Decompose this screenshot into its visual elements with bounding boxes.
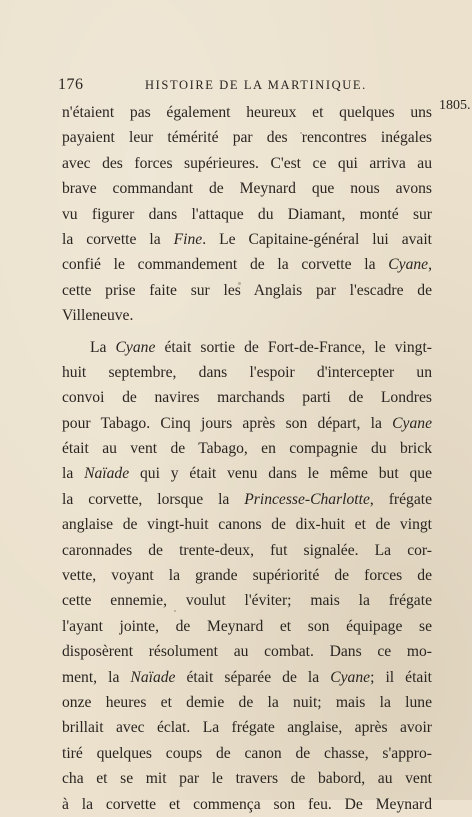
text-line: payaient leur témérité par des rencontres inégales [62,129,432,147]
body-text [62,100,432,817]
text-line: à la corvette et commença son feu. De Meynard [62,795,432,813]
text-line: ment, la Naïade était séparée de la Cyane; il était [62,668,432,686]
page-number: 176 [58,76,84,93]
text-line: anglaise de vingt-huit canons de dix-huit et de vingt [62,516,432,534]
text-line: la corvette, lorsque la Princesse-Charlotte, frégate [62,490,432,508]
text-line: convoi de navires marchands parti de Londres [62,389,432,407]
ship-name: Naïade [130,668,176,686]
text-line: disposèrent résolument au combat. Dans ce mo- [62,643,432,661]
text-line: l'ayant jointe, de Meynard et son équipage se [62,617,432,635]
text-line: cette prise faite sur les Anglais par l'escadre de [62,281,432,299]
text-line: La Cyane était sortie de Fort-de-France, le vingt- [90,338,432,356]
ship-name: Fine [173,230,203,248]
ship-name: Cyane [392,414,432,432]
paper-foxing-spot [300,132,302,134]
text-line: caronnades de trente-deux, fut signalée. La cor- [62,541,432,559]
text-line: cha et se mit par le travers de babord, au vent [62,770,432,788]
ship-name: Naïade [84,465,130,483]
text-line: vette, voyant la grande supériorité de forces de [62,567,432,585]
text-line: pour Tabago. Cinq jours après son départ, la Cyane [62,414,432,432]
text-line: la corvette la Fine. Le Capitaine-général lui avait [62,230,432,248]
text-line: était au vent de Tabago, en compagnie du brick [62,440,432,458]
text-line: brillait avec éclat. La frégate anglaise, après avoir [62,719,432,737]
text-line: vu figurer dans l'attaque du Diamant, monté sur [62,205,432,223]
text-line: brave commandant de Meynard que nous avons [62,180,432,198]
paper-foxing-spot [238,282,241,285]
text-line: tiré quelques coups de canon de chasse, s'appro- [62,744,432,762]
text-line: onze heures et demie de la nuit; mais la lune [62,693,432,711]
text-line: confié le commandement de la corvette la Cyane, [62,256,432,274]
ship-name: Cyane [115,338,156,356]
running-title: HISTOIRE DE LA MARTINIQUE. [145,78,367,92]
ship-name: Cyane [388,256,429,274]
margin-year-note: 1805. [439,98,471,113]
text-line: Villeneuve. [62,307,134,325]
text-line: huit septembre, dans l'espoir d'intercepter un [62,363,432,381]
text-line: la Naïade qui y était venu dans le même but que [62,465,432,483]
text-line: avec des forces supérieures. C'est ce qui arriva au [62,154,432,172]
paper-foxing-spot [174,610,176,612]
text-line: n'étaient pas également heureux et quelques uns [62,104,432,121]
ship-name: Cyane [330,668,371,686]
ship-name: Princesse-Charlotte [244,490,370,508]
text-line: cette ennemie, voulut l'éviter; mais la frégate [62,592,432,610]
